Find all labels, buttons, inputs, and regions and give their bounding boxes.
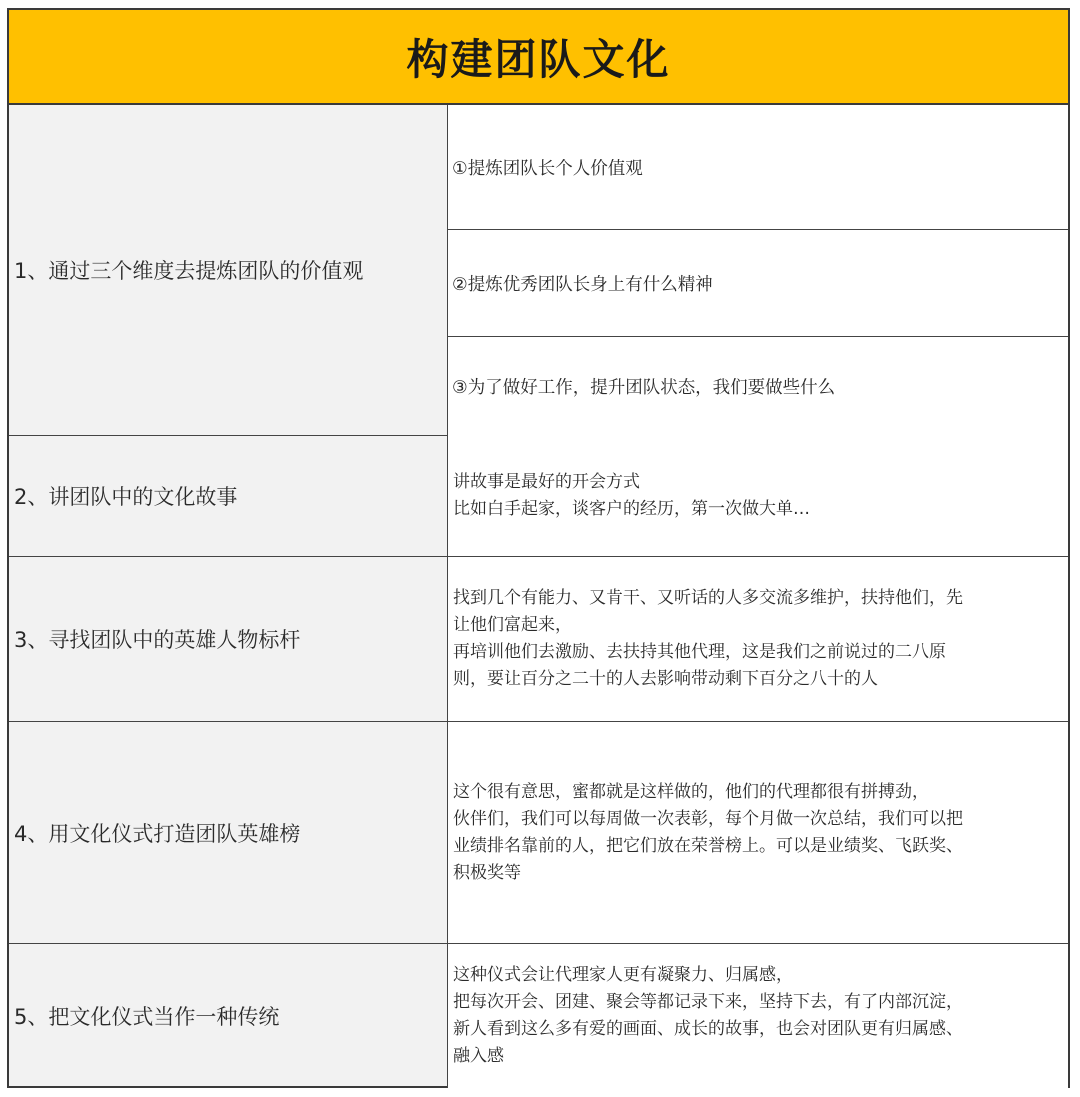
row-5-line-2: 把每次开会、团建、聚会等都记录下来，坚持下去，有了内部沉淀，: [453, 992, 963, 1012]
row-2-label: 2、讲团队中的文化故事: [9, 436, 448, 556]
row-2-line-1: 讲故事是最好的开会方式: [453, 472, 640, 492]
row-5-label: 5、把文化仪式当作一种传统: [9, 944, 448, 1088]
table-row-5: [9, 944, 1068, 1088]
row-5-content: [448, 944, 1068, 1088]
table-row-1: [9, 105, 1068, 436]
culture-table: [7, 8, 1070, 1088]
table-row-3: [9, 557, 1068, 722]
row-4-line-2: 伙伴们，我们可以每周做一次表彰，每个月做一次总结，我们可以把: [453, 808, 963, 829]
row-1-item-2: ②提炼优秀团队长身上有什么精神: [448, 230, 1068, 337]
row-3-line-1: 找到几个有能力、又肯干、又听话的人多交流多维护，扶持他们，先: [453, 588, 963, 608]
row-3-line-2: 让他们富起来，: [453, 615, 572, 635]
row-3-content: [448, 557, 1068, 721]
row-1-item-1: ①提炼团队长个人价值观: [448, 105, 1068, 230]
row-2-content: [448, 436, 1068, 556]
row-4-line-1: 这个很有意思，蜜都就是这样做的，他们的代理都很有拼搏劲，: [453, 781, 929, 802]
row-3-line-3: 再培训他们去激励、去扶持其他代理，这是我们之前说过的二八原: [453, 642, 946, 662]
row-5-line-4: 融入感: [453, 1046, 504, 1066]
table-header: [9, 10, 1068, 105]
row-5-line-3: 新人看到这么多有爱的画面、成长的故事，也会对团队更有归属感、: [453, 1019, 963, 1039]
row-5-line-1: 这种仪式会让代理家人更有凝聚力、归属感，: [453, 965, 793, 985]
table-body: [9, 105, 1068, 1086]
row-2-line-2: 比如白手起家，谈客户的经历，第一次做大单…: [453, 499, 810, 519]
row-1-label: 1、通过三个维度去提炼团队的价值观: [9, 105, 448, 435]
page-title: 构建团队文化: [406, 34, 671, 84]
row-4-content: [448, 722, 1068, 943]
row-1-item-3: ③为了做好工作，提升团队状态，我们要做些什么: [448, 337, 1068, 436]
row-4-line-4: 积极奖等: [453, 862, 521, 883]
row-3-label: 3、寻找团队中的英雄人物标杆: [9, 557, 448, 721]
row-4-line-3: 业绩排名靠前的人，把它们放在荣誉榜上。可以是业绩奖、飞跃奖、: [453, 835, 963, 856]
row-4-label: 4、用文化仪式打造团队英雄榜: [9, 722, 448, 943]
table-row-4: [9, 722, 1068, 944]
table-row-2: [9, 436, 1068, 557]
row-3-line-4: 则，要让百分之二十的人去影响带动剩下百分之八十的人: [453, 669, 878, 689]
